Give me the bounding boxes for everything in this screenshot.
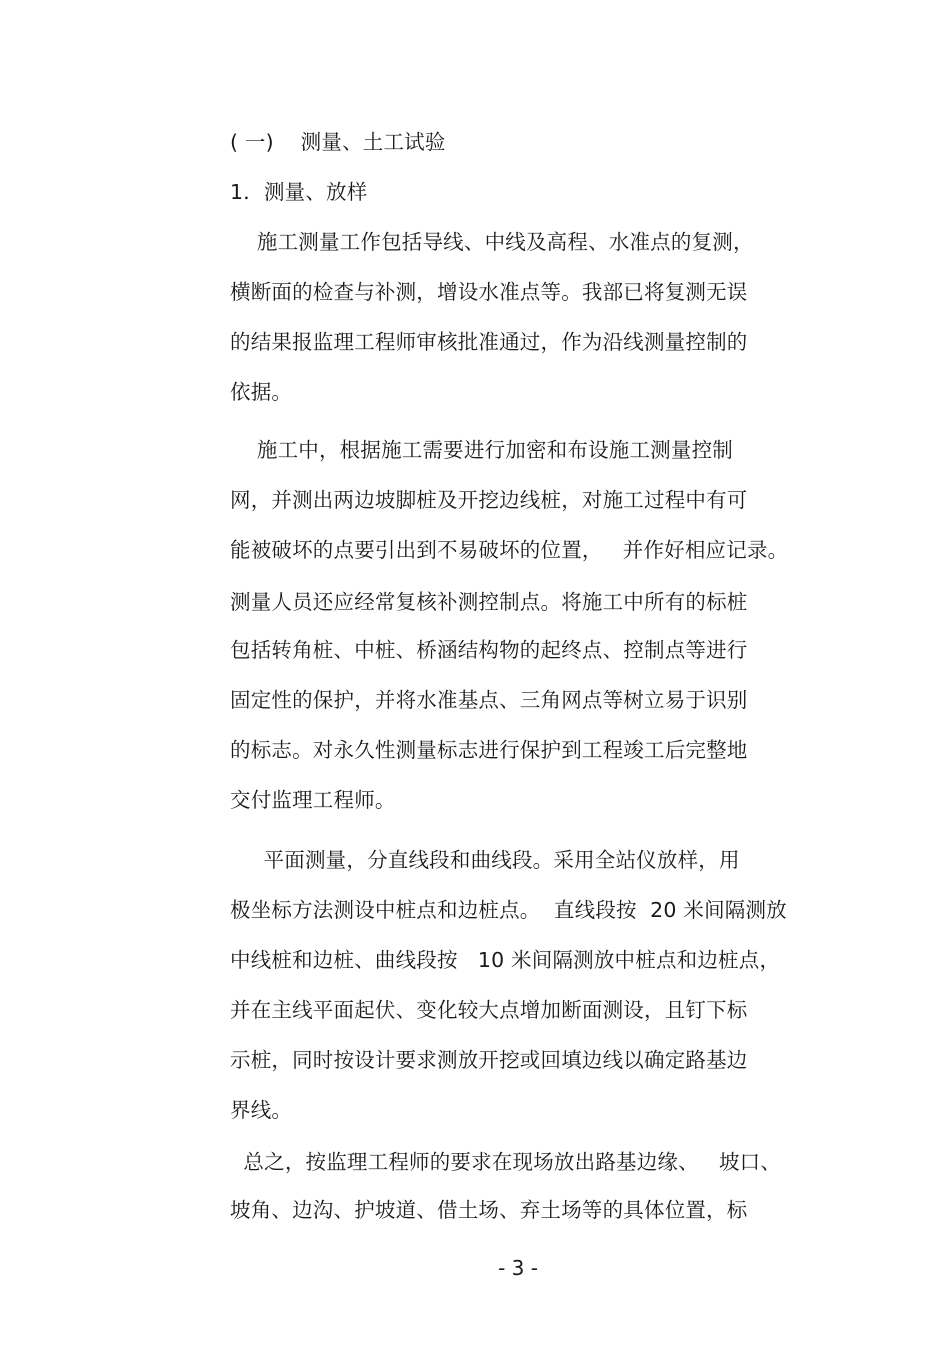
paragraph-line: 的结果报监理工程师审核批准通过，作为沿线测量控制的 — [230, 330, 748, 354]
paragraph-line: 依据。 — [230, 380, 293, 404]
paragraph-line: 能被破坏的点要引出到不易破坏的位置， 并作好相应记录。 — [230, 538, 789, 562]
subsection-heading: 1．测量、放样 — [230, 180, 368, 204]
paragraph-line: 坡角、边沟、护坡道、借土场、弃土场等的具体位置，标 — [230, 1198, 748, 1222]
paragraph-line: 网，并测出两边坡脚桩及开挖边线桩，对施工过程中有可 — [230, 488, 748, 512]
paragraph-line: 横断面的检查与补测，增设水准点等。我部已将复测无误 — [230, 280, 748, 304]
paragraph-line: 并在主线平面起伏、变化较大点增加断面测设，且钉下标 — [230, 998, 748, 1022]
paragraph-line: 界线。 — [230, 1098, 293, 1122]
paragraph-line: 固定性的保护，并将水准基点、三角网点等树立易于识别 — [230, 688, 748, 712]
page-number: - 3 - — [498, 1256, 538, 1280]
paragraph-line: 交付监理工程师。 — [230, 788, 396, 812]
paragraph-line: 包括转角桩、中桩、桥涵结构物的起终点、控制点等进行 — [230, 638, 748, 662]
paragraph-line: 极坐标方法测设中桩点和边桩点。 直线段按 20 米间隔测放 — [230, 898, 787, 922]
paragraph-line: 施工中，根据施工需要进行加密和布设施工测量控制 — [230, 438, 733, 462]
paragraph-line: 的标志。对永久性测量标志进行保护到工程竣工后完整地 — [230, 738, 748, 762]
paragraph-line: 总之，按监理工程师的要求在现场放出路基边缘、 坡口、 — [230, 1150, 782, 1174]
paragraph-line: 测量人员还应经常复核补测控制点。将施工中所有的标桩 — [230, 590, 748, 614]
section-heading: ( 一) 测量、土工试验 — [230, 130, 446, 154]
paragraph-line: 示桩，同时按设计要求测放开挖或回填边线以确定路基边 — [230, 1048, 748, 1072]
paragraph-line: 平面测量，分直线段和曲线段。采用全站仪放样，用 — [230, 848, 740, 872]
paragraph-line: 中线桩和边桩、曲线段按 10 米间隔测放中桩点和边桩点， — [230, 948, 781, 972]
paragraph-line: 施工测量工作包括导线、中线及高程、水准点的复测， — [230, 230, 754, 254]
